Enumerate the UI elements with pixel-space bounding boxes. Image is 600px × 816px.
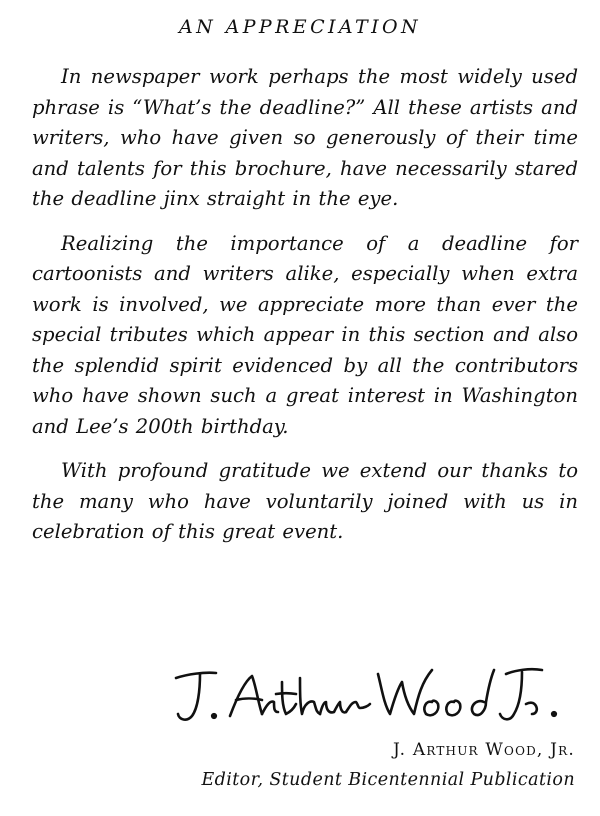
paragraph-3: With profound gratitude we extend our thanks to the many who have voluntarily joined with us in celebration of this great event.: [32, 459, 578, 543]
signer-title: Editor, Student Bicentennial Publication: [201, 770, 575, 790]
page-title: AN APPRECIATION: [179, 16, 421, 38]
letter-body: [32, 62, 578, 562]
paragraph-1: In newspaper work perhaps the most widely used phrase is “What’s the deadline?” All these artists and writers, who have given so generously of their time and talents for this brochure, have necessarily stared the deadline jinx straight in the eye.: [32, 65, 578, 210]
handwritten-signature: [170, 656, 570, 730]
signer-name: J. Arthur Wood, Jr.: [392, 740, 575, 760]
paragraph-2: Realizing the importance of a deadline for cartoonists and writers alike, especially when extra work is involved, we appreciate more than ever the special tributes which appear in this section and also the splendid spirit evidenced by all the contributors who have shown such a great interest in Washington and Lee’s 200th birthday.: [32, 231, 578, 438]
